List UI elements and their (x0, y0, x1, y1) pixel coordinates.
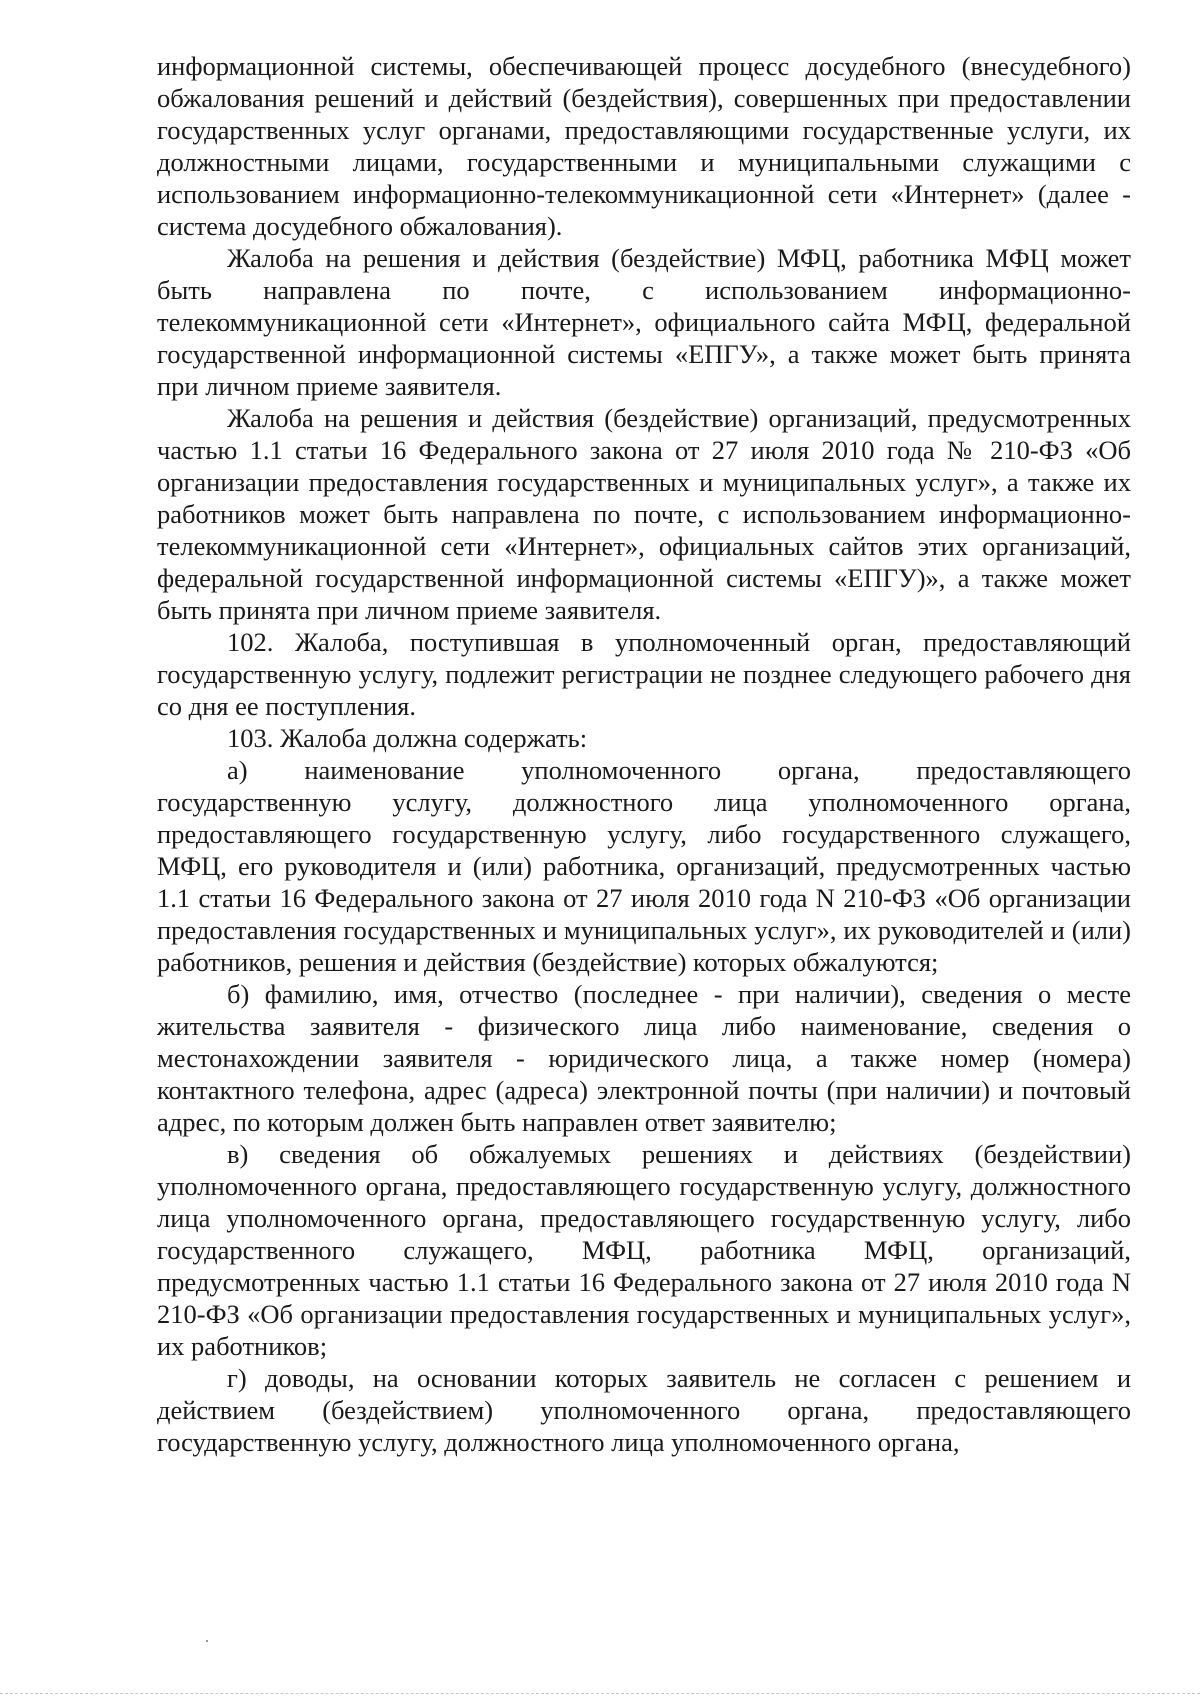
paragraph-organizations-complaint: Жалоба на решения и действия (бездействие) организаций, предусмотренных частью 1.1 статьи 16 Федерального закона от 27 июля 2010 года № 210-ФЗ «Об организации предоставления государственных и муниципальных услуг», а также их работников может быть направлена по почте, с использованием информационно-телекоммуникационной сети «Интернет», официальных сайтов этих организаций, федеральной государственной информационной системы «ЕПГУ)», а также может быть принята при личном приеме заявителя. (157, 403, 1131, 625)
scan-bottom-edge (0, 1693, 1200, 1694)
paragraph-item-g: г) доводы, на основании которых заявитель не согласен с решением и действием (бездействием) уполномоченного органа, предоставляющего государственную услугу, должностного лица уполномоченного органа, (157, 1363, 1131, 1457)
paragraph-item-a: а) наименование уполномоченного органа, предоставляющего государственную услугу, должностного лица уполномоченного органа, предоставляющего государственную услугу, либо государственного служащего, МФЦ, его руководителя и (или) работника, организаций, предусмотренных частью 1.1 статьи 16 Федерального закона от 27 июля 2010 года N 210-ФЗ «Об организации предоставления государственных и муниципальных услуг», их руководителей и (или) работников, решения и действия (бездействие) которых обжалуются; (157, 755, 1131, 977)
paragraph-item-v: в) сведения об обжалуемых решениях и действиях (бездействии) уполномоченного органа, предоставляющего государственную услугу, должностного лица уполномоченного органа, предоставляющего государственную услугу, либо государственного служащего, МФЦ, работника МФЦ, организаций, предусмотренных частью 1.1 статьи 16 Федерального закона от 27 июля 2010 года N 210-ФЗ «Об организации предоставления государственных и муниципальных услуг», их работников; (157, 1139, 1131, 1361)
paragraph-mfc-complaint: Жалоба на решения и действия (бездействие) МФЦ, работника МФЦ может быть направлена по почте, с использованием информационно-телекоммуникационной сети «Интернет», официального сайта МФЦ, федеральной государственной информационной системы «ЕПГУ», а также может быть принята при личном приеме заявителя. (157, 243, 1131, 401)
document-body (157, 50, 1131, 1458)
paragraph-103-contents: 103. Жалоба должна содержать: (227, 723, 588, 753)
scan-speck (206, 1640, 208, 1642)
paragraph-102-registration: 102. Жалоба, поступившая в уполномоченный орган, предоставляющий государственную услугу, подлежит регистрации не позднее следующего рабочего дня со дня ее поступления. (157, 627, 1131, 721)
paragraph-item-b: б) фамилию, имя, отчество (последнее - при наличии), сведения о месте жительства заявителя - физического лица либо наименование, сведения о местонахождении заявителя - юридического лица, а также номер (номера) контактного телефона, адрес (адреса) электронной почты (при наличии) и почтовый адрес, по которым должен быть направлен ответ заявителю; (157, 979, 1131, 1137)
paragraph-continuation: информационной системы, обеспечивающей процесс досудебного (внесудебного) обжалования решений и действий (бездействия), совершенных при предоставлении государственных услуг органами, предоставляющими государственные услуги, их должностными лицами, государственными и муниципальными служащими с использованием информационно-телекоммуникационной сети «Интернет» (далее - система досудебного обжалования). (157, 51, 1131, 241)
